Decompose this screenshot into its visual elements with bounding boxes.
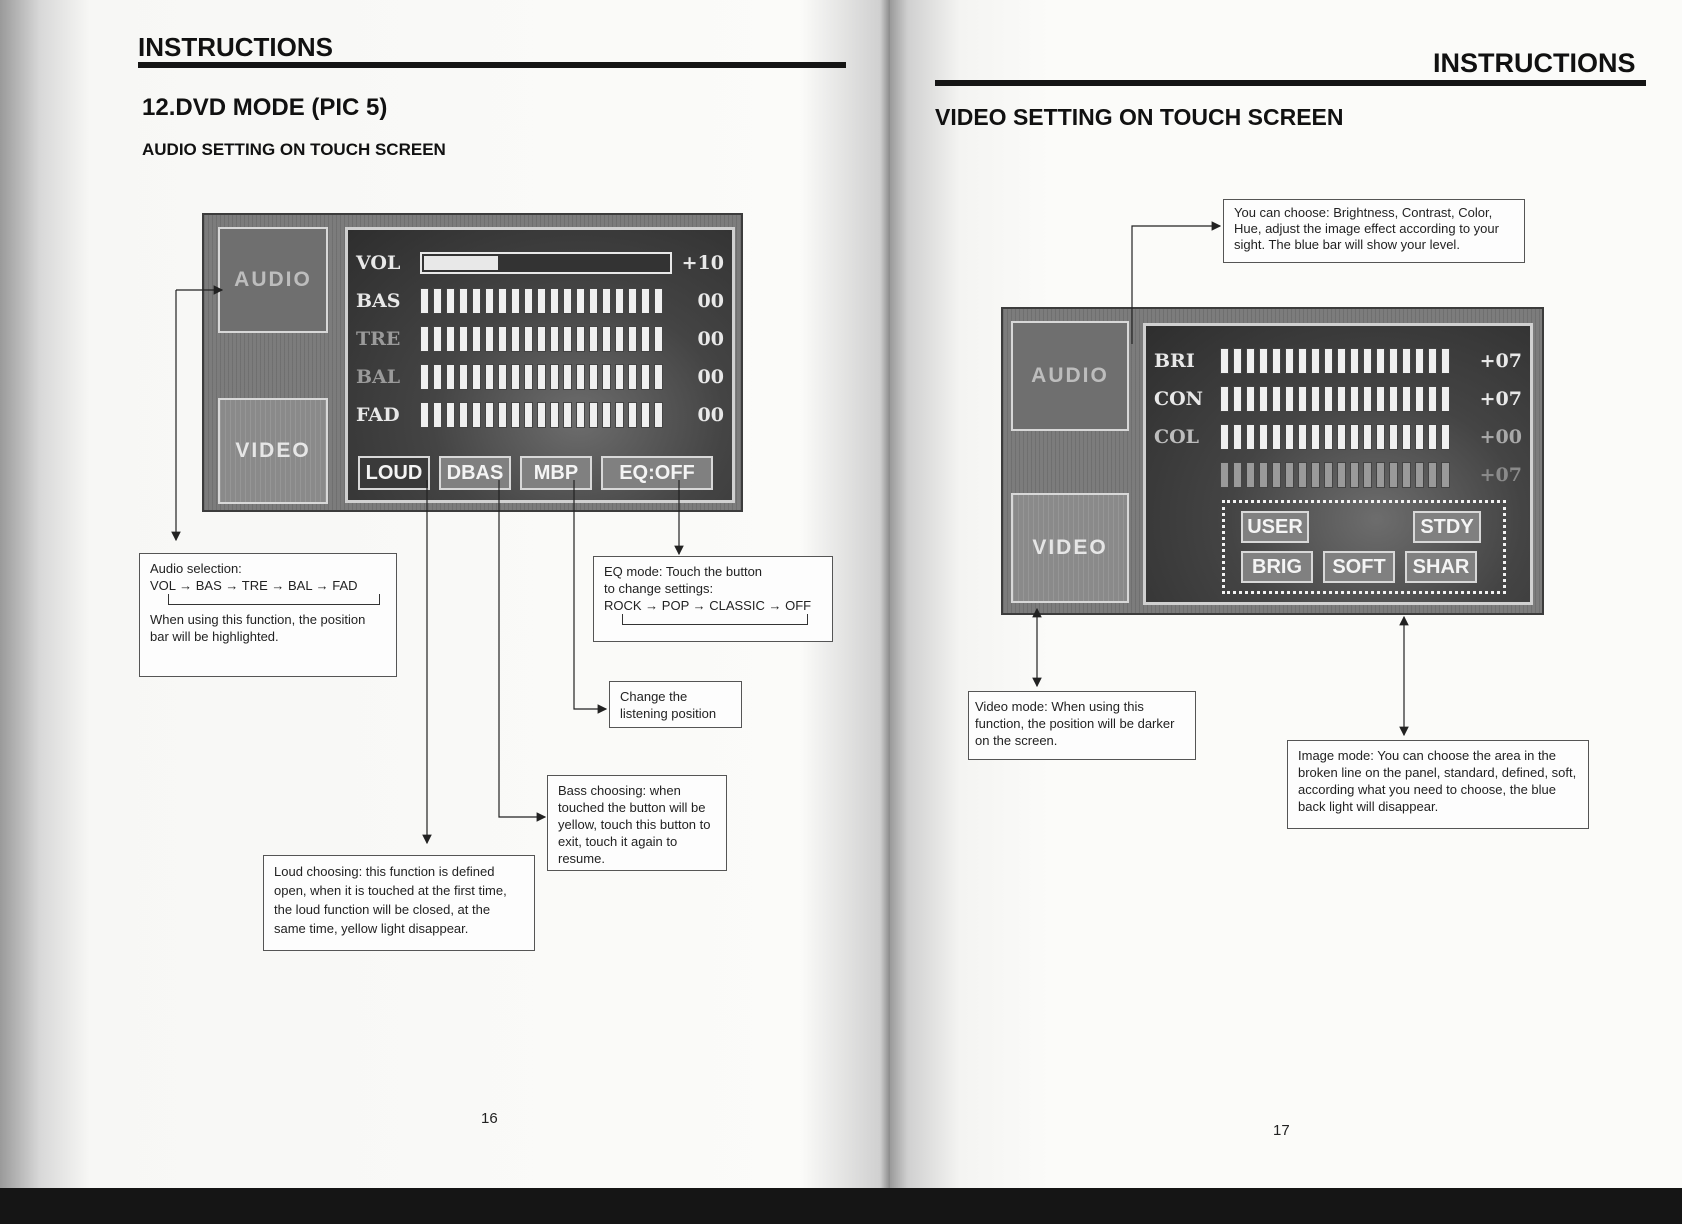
level-segment [420, 288, 429, 314]
audio-selection-loop-line [168, 594, 380, 605]
level-segment [485, 326, 494, 352]
loud-choosing-callout: Loud choosing: this function is defined open, when it is touched at the first time, the loud function will be closed, at the same time, yellow light disappear. [263, 855, 535, 951]
col-level-bars [1220, 424, 1450, 450]
level-segment [1298, 462, 1307, 488]
level-segment [1376, 462, 1385, 488]
level-segment [589, 288, 598, 314]
level-segment [602, 288, 611, 314]
level-segment [524, 326, 533, 352]
level-segment [446, 402, 455, 428]
level-segment [537, 402, 546, 428]
level-segment [1337, 348, 1346, 374]
video-subtitle: VIDEO SETTING ON TOUCH SCREEN [935, 104, 1344, 130]
level-segment [1441, 462, 1450, 488]
level-segment [433, 326, 442, 352]
con-level-bars [1220, 386, 1450, 412]
level-segment [1311, 462, 1320, 488]
level-segment [1402, 462, 1411, 488]
level-segment [1285, 386, 1294, 412]
level-segment [1272, 462, 1281, 488]
level-segment [1285, 424, 1294, 450]
bal-label: BAL [356, 366, 401, 388]
level-segment [1415, 424, 1424, 450]
bri-row[interactable] [1154, 346, 1522, 376]
level-segment [1389, 424, 1398, 450]
level-segment [1350, 348, 1359, 374]
level-segment [1389, 386, 1398, 412]
level-segment [1298, 348, 1307, 374]
video-screen [1143, 323, 1533, 605]
level-segment [1220, 348, 1229, 374]
level-segment [576, 402, 585, 428]
level-segment [1233, 424, 1242, 450]
eq-button[interactable]: EQ:OFF [601, 456, 713, 490]
vol-row[interactable] [356, 248, 724, 278]
level-segment [589, 364, 598, 390]
level-segment [1259, 424, 1268, 450]
change-listening-callout: Change the listening position [609, 681, 742, 728]
fad-value: 00 [697, 404, 724, 426]
eq-mode-loop-line [622, 614, 808, 625]
bass-choosing-callout: Bass choosing: when touched the button will be yellow, touch this button to exit, touch it again to resume. [547, 775, 727, 871]
level-segment [1376, 424, 1385, 450]
level-segment [420, 364, 429, 390]
level-segment [1259, 386, 1268, 412]
level-segment [576, 364, 585, 390]
level-segment [1415, 348, 1424, 374]
level-segment [1389, 348, 1398, 374]
level-segment [433, 288, 442, 314]
level-segment [615, 288, 624, 314]
level-segment [1350, 386, 1359, 412]
bas-level-bars [420, 288, 663, 314]
bas-label: BAS [356, 290, 401, 312]
audio-selection-title: Audio selection: [150, 561, 242, 576]
con-label: CON [1154, 388, 1204, 410]
level-segment [654, 402, 663, 428]
level-segment [1441, 348, 1450, 374]
volume-bar[interactable] [420, 252, 672, 274]
level-segment [550, 326, 559, 352]
eq-mode-sequence: ROCK → POP → CLASSIC → OFF [604, 598, 812, 613]
level-segment [641, 288, 650, 314]
level-segment [446, 326, 455, 352]
level-segment [511, 326, 520, 352]
level-segment [563, 364, 572, 390]
level-segment [1311, 386, 1320, 412]
hue-value: +07 [1479, 464, 1522, 486]
level-segment [1350, 424, 1359, 450]
level-segment [602, 326, 611, 352]
eq-mode-callout [593, 556, 833, 642]
level-segment [1428, 348, 1437, 374]
level-segment [472, 364, 481, 390]
level-segment [1233, 462, 1242, 488]
level-segment [563, 326, 572, 352]
level-segment [1298, 386, 1307, 412]
level-segment [537, 288, 546, 314]
level-segment [1233, 348, 1242, 374]
level-segment [472, 326, 481, 352]
level-segment [1220, 462, 1229, 488]
level-segment [1415, 462, 1424, 488]
user-mode-button[interactable]: USER [1241, 511, 1309, 543]
soft-mode-button[interactable]: SOFT [1323, 551, 1395, 583]
level-segment [550, 402, 559, 428]
level-segment [576, 326, 585, 352]
level-segment [654, 326, 663, 352]
level-segment [550, 288, 559, 314]
right-page-number: 17 [1273, 1122, 1290, 1139]
level-segment [1337, 424, 1346, 450]
level-segment [433, 364, 442, 390]
con-row[interactable] [1154, 384, 1522, 414]
level-segment [1324, 348, 1333, 374]
audio-tab-button[interactable]: AUDIO [218, 227, 328, 333]
level-segment [498, 364, 507, 390]
video-panel-audio-button[interactable]: AUDIO [1011, 321, 1129, 431]
level-segment [446, 288, 455, 314]
level-segment [1376, 348, 1385, 374]
col-value: +00 [1479, 426, 1522, 448]
eq-mode-line2: to change settings: [604, 581, 714, 596]
bri-value: +07 [1479, 350, 1522, 372]
audio-selection-note: When using this function, the position bar will be highlighted. [150, 612, 366, 644]
level-segment [524, 364, 533, 390]
level-segment [459, 288, 468, 314]
level-segment [1324, 462, 1333, 488]
fad-label: FAD [356, 404, 400, 426]
level-segment [1246, 424, 1255, 450]
level-segment [602, 364, 611, 390]
eq-mode-line1: EQ mode: Touch the button [604, 564, 763, 579]
level-segment [1337, 386, 1346, 412]
level-segment [524, 402, 533, 428]
level-segment [485, 402, 494, 428]
level-segment [1350, 462, 1359, 488]
level-segment [1324, 386, 1333, 412]
level-segment [641, 364, 650, 390]
right-page-header: INSTRUCTIONS [1433, 48, 1636, 78]
level-segment [1363, 386, 1372, 412]
level-segment [1298, 424, 1307, 450]
audio-settings-panel [202, 213, 743, 512]
level-segment [420, 402, 429, 428]
video-panel-video-button[interactable]: VIDEO [1011, 493, 1129, 603]
level-segment [1259, 462, 1268, 488]
level-segment [1337, 462, 1346, 488]
level-segment [654, 288, 663, 314]
level-segment [472, 288, 481, 314]
bal-value: 00 [697, 366, 724, 388]
tre-label: TRE [356, 328, 401, 350]
level-segment [1415, 386, 1424, 412]
level-segment [1272, 348, 1281, 374]
bal-level-bars [420, 364, 663, 390]
level-segment [472, 402, 481, 428]
fad-row[interactable] [356, 400, 724, 430]
level-segment [498, 402, 507, 428]
level-segment [1428, 386, 1437, 412]
shar-mode-button[interactable]: SHAR [1405, 551, 1477, 583]
level-segment [537, 326, 546, 352]
level-segment [1285, 348, 1294, 374]
audio-subtitle: AUDIO SETTING ON TOUCH SCREEN [142, 140, 446, 159]
video-settings-panel [1001, 307, 1544, 615]
loud-button[interactable]: LOUD [358, 456, 430, 490]
col-label: COL [1154, 426, 1200, 448]
level-segment [1246, 386, 1255, 412]
level-segment [654, 364, 663, 390]
left-header-rule [138, 62, 846, 68]
fad-level-bars [420, 402, 663, 428]
level-segment [459, 402, 468, 428]
bri-level-bars [1220, 348, 1450, 374]
hue-level-bars [1220, 462, 1450, 488]
level-segment [1311, 424, 1320, 450]
bri-label: BRI [1154, 350, 1195, 372]
vol-label: VOL [356, 252, 401, 274]
bas-row[interactable] [356, 286, 724, 316]
hue-row[interactable] [1154, 460, 1522, 490]
level-segment [1324, 424, 1333, 450]
level-segment [459, 326, 468, 352]
level-segment [1389, 462, 1398, 488]
level-segment [1220, 424, 1229, 450]
level-segment [1428, 424, 1437, 450]
level-segment [459, 364, 468, 390]
bas-value: 00 [697, 290, 724, 312]
left-page-header: INSTRUCTIONS [138, 32, 333, 62]
section-title: 12.DVD MODE (PIC 5) [142, 94, 388, 121]
level-segment [485, 364, 494, 390]
level-segment [485, 288, 494, 314]
level-segment [1376, 386, 1385, 412]
video-mode-callout: Video mode: When using this function, the position will be darker on the screen. [968, 691, 1196, 760]
level-segment [1246, 462, 1255, 488]
level-segment [524, 288, 533, 314]
vol-value: +10 [681, 252, 724, 274]
level-segment [498, 288, 507, 314]
stdy-mode-button[interactable]: STDY [1413, 511, 1481, 543]
level-segment [1363, 348, 1372, 374]
right-page [890, 0, 1682, 1188]
level-segment [589, 326, 598, 352]
level-segment [433, 402, 442, 428]
col-row[interactable] [1154, 422, 1522, 452]
level-segment [420, 326, 429, 352]
level-segment [1363, 424, 1372, 450]
audio-selection-sequence: VOL → BAS → TRE → BAL → FAD [150, 578, 358, 593]
level-segment [537, 364, 546, 390]
con-value: +07 [1479, 388, 1522, 410]
level-segment [1272, 424, 1281, 450]
level-segment [1220, 386, 1229, 412]
level-segment [1311, 348, 1320, 374]
level-segment [615, 326, 624, 352]
level-segment [511, 364, 520, 390]
level-segment [1363, 462, 1372, 488]
level-segment [628, 288, 637, 314]
tre-value: 00 [697, 328, 724, 350]
level-segment [1233, 386, 1242, 412]
bal-row[interactable] [356, 362, 724, 392]
level-segment [1272, 386, 1281, 412]
level-segment [1402, 424, 1411, 450]
level-segment [615, 364, 624, 390]
level-segment [563, 402, 572, 428]
level-segment [1402, 386, 1411, 412]
left-page-number: 16 [481, 1110, 498, 1127]
level-segment [641, 326, 650, 352]
bottom-scan-strip [0, 1188, 1682, 1224]
level-segment [1441, 424, 1450, 450]
level-segment [498, 326, 507, 352]
level-segment [1285, 462, 1294, 488]
level-segment [511, 402, 520, 428]
level-segment [589, 402, 598, 428]
video-tab-button[interactable]: VIDEO [218, 398, 328, 504]
tre-row[interactable] [356, 324, 724, 354]
level-segment [563, 288, 572, 314]
level-segment [1428, 462, 1437, 488]
level-segment [602, 402, 611, 428]
right-header-rule [935, 80, 1646, 86]
image-mode-area [1222, 500, 1506, 594]
mbp-button[interactable]: MBP [520, 456, 592, 490]
level-segment [628, 326, 637, 352]
dbas-button[interactable]: DBAS [439, 456, 511, 490]
level-segment [641, 402, 650, 428]
level-segment [615, 402, 624, 428]
level-segment [446, 364, 455, 390]
audio-screen [345, 227, 735, 503]
level-segment [1246, 348, 1255, 374]
audio-selection-callout [139, 553, 397, 677]
brig-mode-button[interactable]: BRIG [1241, 551, 1313, 583]
volume-bar-fill [424, 256, 498, 270]
level-segment [550, 364, 559, 390]
level-segment [576, 288, 585, 314]
level-segment [1441, 386, 1450, 412]
level-segment [511, 288, 520, 314]
level-segment [628, 364, 637, 390]
level-segment [628, 402, 637, 428]
level-segment [1402, 348, 1411, 374]
tre-level-bars [420, 326, 663, 352]
choose-brightness-callout: You can choose: Brightness, Contrast, Color, Hue, adjust the image effect according to your sight. The blue bar will show your level. [1223, 199, 1525, 263]
image-mode-callout: Image mode: You can choose the area in the broken line on the panel, standard, defined, soft, according what you need to choose, the blue back light will disappear. [1287, 740, 1589, 829]
level-segment [1259, 348, 1268, 374]
